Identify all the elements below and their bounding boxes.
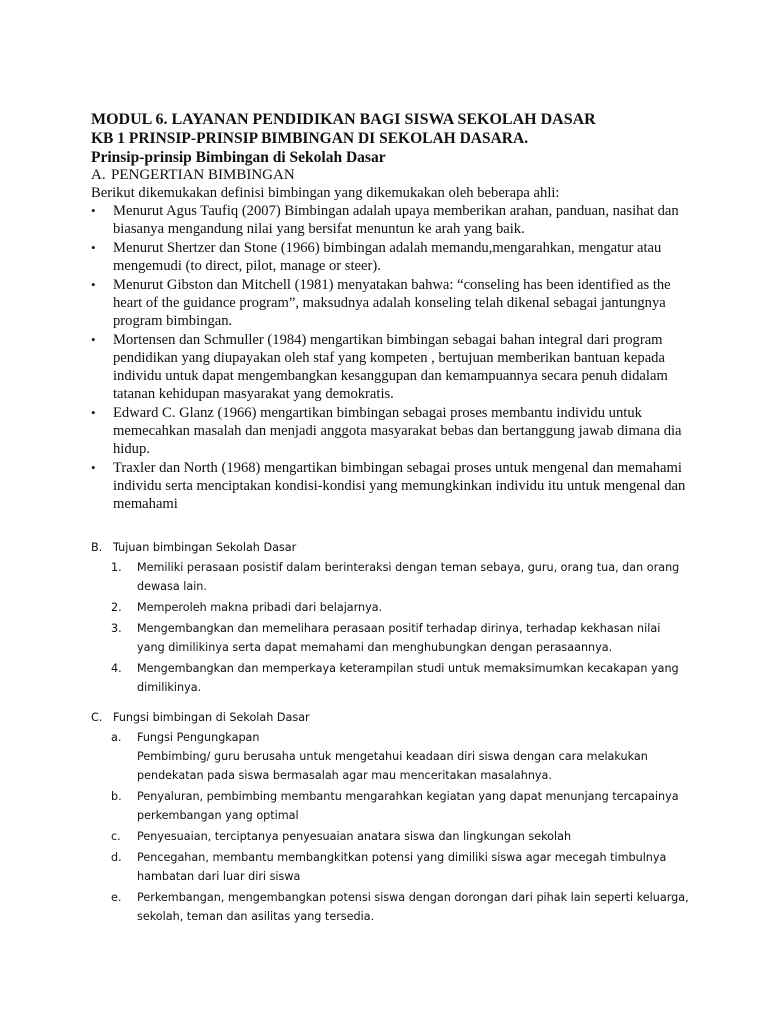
list-item-text: Mengembangkan dan memelihara perasaan positif terhadap dirinya, terhadap kekhasan nilai yang dimilikinya serta dapat memahami dan menghubungkan dengan perasaannya. xyxy=(137,622,661,654)
section-a-title: PENGERTIAN BIMBINGAN xyxy=(111,167,295,183)
list-item xyxy=(91,827,691,846)
section-a-marker: A. xyxy=(91,167,106,183)
list-item-text: Memperoleh makna pribadi dari belajarnya. xyxy=(137,601,383,614)
list-item-text: Mortensen dan Schmuller (1984) mengartikan bimbingan sebagai bahan integral dari program pendidikan yang diupayakan oleh staf yang kompeten , bertujuan memberikan bantuan kepada individu untuk dapat mengembangkan kesanggupan dan kemampuannya secara penuh didalam tatanan kehidupan masyarakat yang demokratis. xyxy=(113,332,668,402)
section-b-title: Tujuan bimbingan Sekolah Dasar xyxy=(113,541,297,554)
section-b-block xyxy=(91,539,691,699)
list-item-text: Mengembangkan dan memperkaya keterampilan studi untuk memaksimumkan kecakapan yang dimilikinya. xyxy=(137,662,679,694)
section-b-heading xyxy=(91,539,691,557)
list-item xyxy=(91,728,691,747)
item-number: 3. xyxy=(111,622,122,635)
list-item xyxy=(91,659,691,697)
item-letter: b. xyxy=(111,790,122,803)
list-item xyxy=(91,787,691,825)
section-c-block xyxy=(91,709,691,928)
list-item-text: Penyaluran, pembimbing membantu mengarahkan kegiatan yang dapat menunjang tercapainya perkembangan yang optimal xyxy=(137,790,679,822)
bullet-marker: • xyxy=(91,240,96,255)
section-c-marker: C. xyxy=(91,711,103,724)
subtopic-title: Prinsip-prinsip Bimbingan di Sekolah Dasar xyxy=(91,149,386,166)
item-letter: d. xyxy=(111,851,122,864)
section-b-marker: B. xyxy=(91,541,103,554)
list-item xyxy=(91,619,691,657)
section-a-heading xyxy=(91,167,691,184)
bullet-marker: • xyxy=(91,332,96,347)
list-item-description: Pembimbing/ guru berusaha untuk mengetahui keadaan diri siswa dengan cara melakukan pendekatan pada siswa bermasalah agar mau menceritakan masalahnya. xyxy=(137,750,648,782)
list-item-text: Menurut Agus Taufiq (2007) Bimbingan adalah upaya memberikan arahan, panduan, nasihat dan biasanya mengandung nilai yang bersifat menuntun ke arah yang baik. xyxy=(113,203,679,237)
item-number: 1. xyxy=(111,561,122,574)
goals-list xyxy=(91,558,691,697)
unit-title: KB 1 PRINSIP-PRINSIP BIMBINGAN DI SEKOLAH DASARA. xyxy=(91,130,529,147)
bullet-marker: • xyxy=(91,460,96,475)
bullet-marker: • xyxy=(91,405,96,420)
list-item xyxy=(91,459,691,513)
list-item-text: Perkembangan, mengembangkan potensi siswa dengan dorongan dari pihak lain seperti keluarga, sekolah, teman dan asilitas yang tersedia. xyxy=(137,891,689,923)
item-number: 4. xyxy=(111,662,122,675)
list-item-text: Pencegahan, membantu membangkitkan potensi yang dimiliki siswa agar mecegah timbulnya hambatan dari luar diri siswa xyxy=(137,851,667,883)
list-item xyxy=(91,598,691,617)
section-c-title: Fungsi bimbingan di Sekolah Dasar xyxy=(113,711,310,724)
list-item-text: Memiliki perasaan posistif dalam berinteraksi dengan teman sebaya, guru, orang tua, dan orang dewasa lain. xyxy=(137,561,680,593)
list-item-text: Traxler dan North (1968) mengartikan bimbingan sebagai proses untuk mengenal dan memahami individu serta menciptakan kondisi-kondisi yang memungkinkan individu itu untuk mengenal dan memahami xyxy=(113,460,686,512)
list-item xyxy=(91,888,691,926)
list-item xyxy=(91,331,691,403)
list-item-text: Menurut Shertzer dan Stone (1966) bimbingan adalah memandu,mengarahkan, mengatur atau mengemudi (to direct, pilot, manage or steer). xyxy=(113,240,662,274)
definition-list xyxy=(91,202,691,513)
section-a-block xyxy=(91,110,691,514)
list-item-title: Fungsi Pengungkapan xyxy=(137,731,260,744)
list-item xyxy=(91,202,691,238)
bullet-marker: • xyxy=(91,203,96,218)
item-letter: e. xyxy=(111,891,122,904)
list-item-text: Penyesuaian, terciptanya penyesuaian anatara siswa dan lingkungan sekolah xyxy=(137,830,572,843)
list-item xyxy=(91,239,691,275)
item-number: 2. xyxy=(111,601,122,614)
list-item-text: Edward C. Glanz (1966) mengartikan bimbingan sebagai proses membantu individu untuk memecahkan masalah dan menjadi anggota masyarakat bebas dan bertanggung jawab dimana dia hidup. xyxy=(113,405,682,457)
functions-list xyxy=(91,728,691,926)
list-item xyxy=(91,558,691,596)
list-item xyxy=(91,276,691,330)
module-title: MODUL 6. LAYANAN PENDIDIKAN BAGI SISWA SEKOLAH DASAR xyxy=(91,111,596,128)
list-item-text: Menurut Gibston dan Mitchell (1981) menyatakan bahwa: “conseling has been identified as the heart of the guidance program”, maksudnya adalah konseling telah dikenal sebagai jantungnya program bimbingan. xyxy=(113,277,671,329)
section-a-intro: Berikut dikemukakan definisi bimbingan yang dikemukakan oleh beberapa ahli: xyxy=(91,185,560,201)
item-letter: a. xyxy=(111,731,122,744)
list-item xyxy=(91,404,691,458)
list-item xyxy=(91,848,691,886)
bullet-marker: • xyxy=(91,277,96,292)
item-letter: c. xyxy=(111,830,121,843)
section-c-heading xyxy=(91,709,691,727)
